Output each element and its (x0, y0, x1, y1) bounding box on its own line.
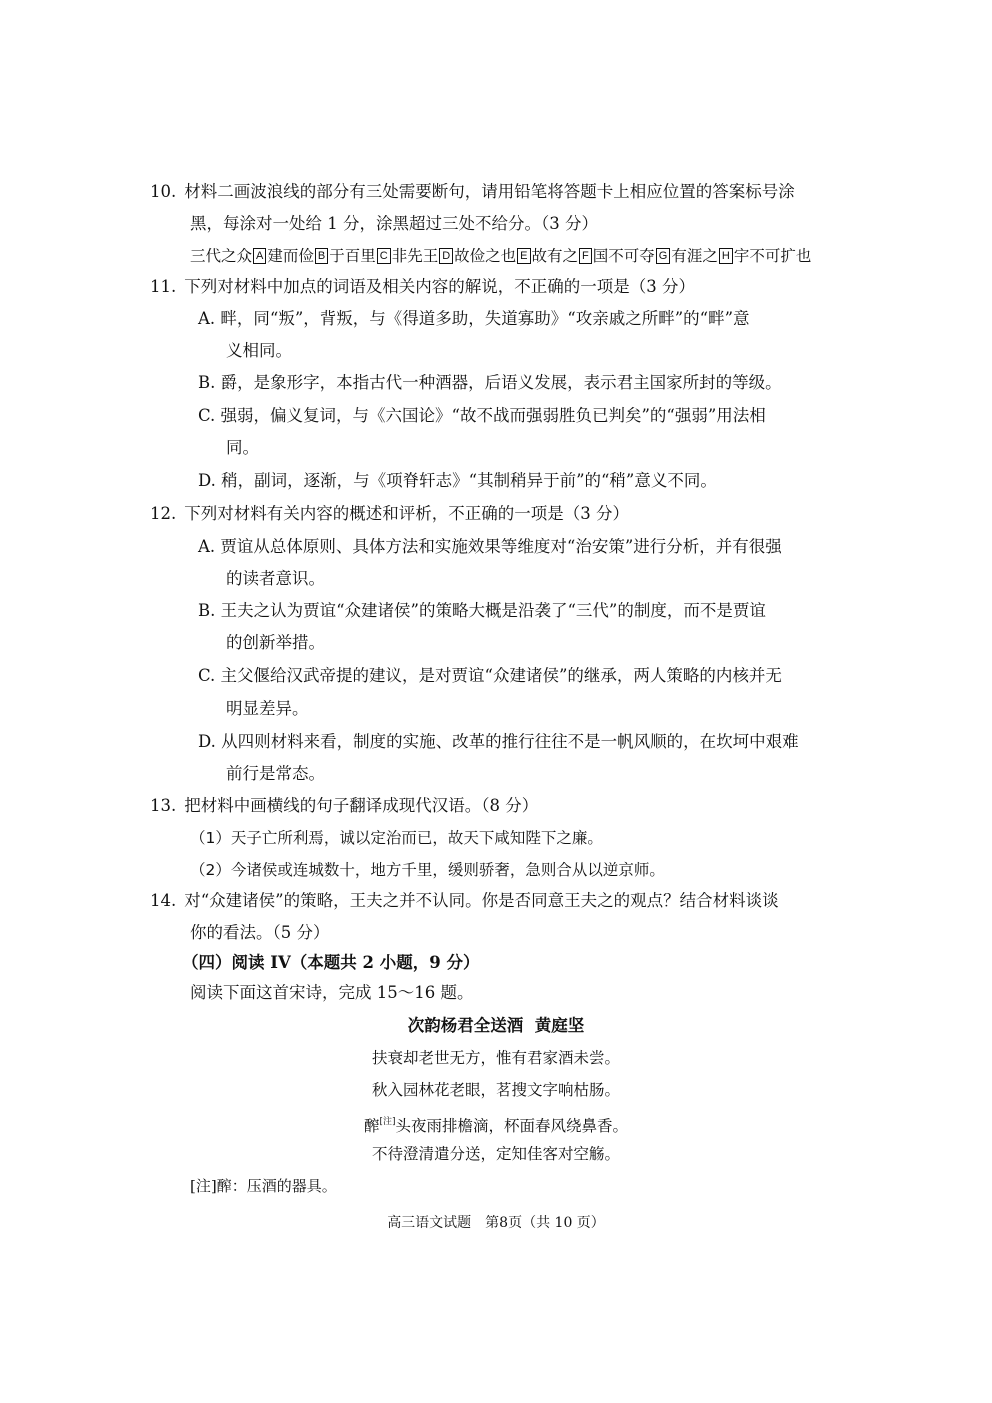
poem-line-3 (0, 1110, 992, 1138)
q14-line (150, 889, 779, 913)
q10-stem-1: 材料二画波浪线的部分有三处需要断句，请用铅笔将答题卡上相应位置的答案标号涂 (184, 182, 795, 201)
q11-stem: 下列对材料中加点的词语及相关内容的解说，不正确的一项是（3 分） (184, 277, 695, 296)
break-mark-f: F (579, 248, 592, 264)
break-mark-c: C (377, 248, 391, 264)
poem-annotated-char: 醡 (363, 1117, 380, 1135)
q13-sentence-2: （2）今诸侯或连城数十，地方千里，缓则骄奢，急则合从以逆京师。 (190, 861, 665, 879)
q11-number: 11. (150, 277, 177, 296)
poem-note-marker: [注] (379, 1117, 396, 1127)
q12-number: 12. (150, 504, 177, 523)
section-intro: 阅读下面这首宋诗，完成 15～16 题。 (190, 983, 474, 1002)
q14-stem-2: 你的看法。（5 分） (190, 923, 330, 942)
q10-line1 (150, 180, 795, 204)
passage-segment: 故俭之也 (454, 247, 517, 265)
break-mark-a: A (253, 248, 266, 264)
break-mark-b: B (315, 248, 328, 264)
passage-segment: 三代之众 (190, 247, 253, 265)
poem-footnote: [注]醡：压酒的器具。 (190, 1177, 337, 1195)
section-heading: （四）阅读 IV（本题共 2 小题，9 分） (182, 953, 480, 972)
poem-line-1: 扶衰却老世无方，惟有君家酒未尝。 (371, 1049, 620, 1067)
passage-segment: 非先王 (391, 247, 439, 265)
q11-option-d: D. 稍，副词，逐渐，与《项脊轩志》“其制稍异于前”的“稍”意义不同。 (198, 471, 717, 490)
poem-author: 黄庭坚 (534, 1016, 585, 1035)
q14-stem-1: 对“众建诸侯”的策略，王夫之并不认同。你是否同意王夫之的观点？结合材料谈谈 (184, 891, 779, 910)
break-mark-g: G (656, 248, 671, 264)
passage-segment: 建而俭 (267, 247, 314, 265)
poem-title: 次韵杨君全送酒 (407, 1016, 524, 1035)
passage-segment: 国不可夺 (592, 247, 655, 265)
break-mark-h: H (719, 248, 733, 264)
q11-line (150, 275, 695, 299)
q12-option-c-cont: 明显差异。 (226, 699, 309, 718)
q11-option-b: B. 爵，是象形字，本指古代一种酒器，后语义发展，表示君主国家所封的等级。 (198, 373, 782, 392)
poem-heading (0, 1014, 992, 1038)
poem-line-4: 不待澄清遣分送，定知佳客对空觞。 (371, 1145, 620, 1163)
break-mark-e: E (517, 248, 530, 264)
passage-segment: 于百里 (329, 247, 376, 265)
q11-option-a: A. 畔，同“叛”，背叛，与《得道多助，失道寡助》“攻亲戚之所畔”的“畔”意 (198, 309, 750, 328)
q11-option-c: C. 强弱，偏义复词，与《六国论》“故不战而强弱胜负已判矣”的“强弱”用法相 (198, 406, 766, 425)
page-footer: 高三语文试题 第8页（共 10 页） (387, 1215, 605, 1231)
q12-option-b: B. 王夫之认为贾谊“众建诸侯”的策略大概是沿袭了“三代”的制度，而不是贾谊 (198, 601, 766, 620)
q13-stem: 把材料中画横线的句子翻译成现代汉语。（8 分） (184, 796, 539, 815)
q12-option-a-cont: 的读者意识。 (226, 569, 325, 588)
q10-passage (190, 244, 811, 268)
passage-segment: 宇不可扩也 (733, 247, 812, 265)
q11-option-a-cont: 义相同。 (226, 341, 292, 360)
q13-sentence-1: （1）天子亡所利焉，诚以定治而已，故天下咸知陛下之廉。 (190, 829, 603, 847)
passage-segment: 有涯之 (671, 247, 718, 265)
q13-line (150, 794, 538, 818)
q12-option-d-cont: 前行是常态。 (226, 764, 325, 783)
break-mark-d: D (439, 248, 453, 264)
q10-stem-2: 黑，每涂对一处给 1 分，涂黑超过三处不给分。（3 分） (190, 214, 598, 233)
q10-number: 10. (150, 182, 177, 201)
q14-number: 14. (150, 891, 177, 910)
q12-option-d: D. 从四则材料来看，制度的实施、改革的推行往往不是一帆风顺的，在坎坷中艰难 (198, 732, 799, 751)
poem-line-2: 秋入园林花老眼，茗搜文字响枯肠。 (371, 1081, 620, 1099)
q12-line (150, 502, 629, 526)
q13-number: 13. (150, 796, 177, 815)
passage-segment: 故有之 (531, 247, 579, 265)
q11-option-c-cont: 同。 (226, 438, 259, 457)
q12-option-c: C. 主父偃给汉武帝提的建议，是对贾谊“众建诸侯”的继承，两人策略的内核并无 (198, 666, 782, 685)
poem-line-3-text: 头夜雨排檐滴，杯面春风绕鼻香。 (395, 1117, 629, 1135)
q12-option-b-cont: 的创新举措。 (226, 633, 325, 652)
q12-option-a: A. 贾谊从总体原则、具体方法和实施效果等维度对“治安策”进行分析，并有很强 (198, 537, 782, 556)
q12-stem: 下列对材料有关内容的概述和评析，不正确的一项是（3 分） (184, 504, 629, 523)
